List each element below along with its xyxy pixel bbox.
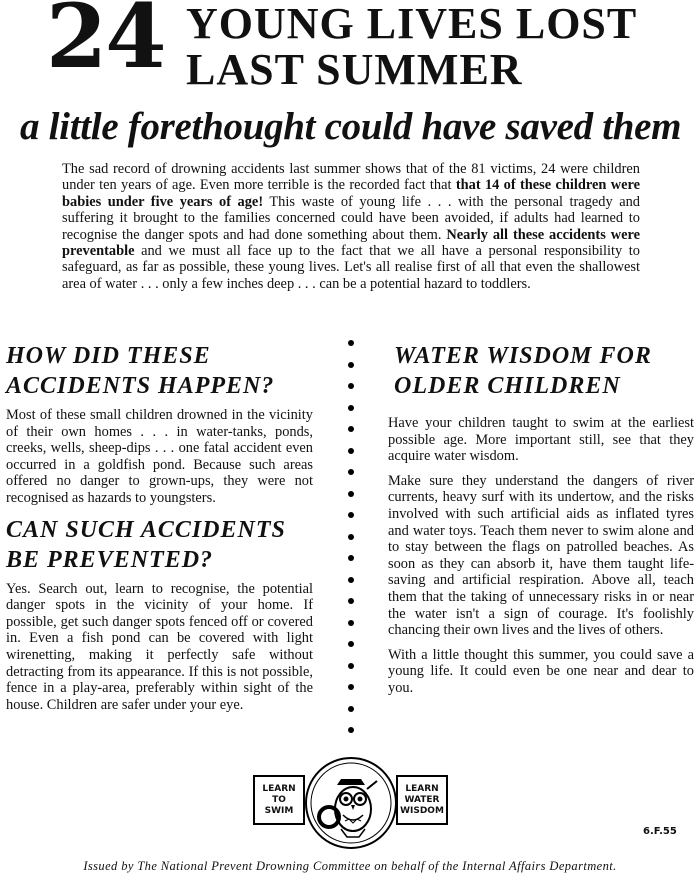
- divider-dot: [348, 448, 354, 454]
- intro-bold-2: Nearly all these accidents were preventable: [62, 226, 640, 260]
- section-title-prevent: [6, 515, 313, 575]
- divider-dot: [348, 620, 354, 626]
- learn-to-swim-box: [253, 775, 305, 825]
- section-title-wisdom-line-2: OLDER CHILDREN: [394, 373, 621, 399]
- footer-credit: Issued by The National Prevent Drowning Committee on behalf of the Internal Affairs Department.: [83, 859, 617, 873]
- section-body-how: Most of these small children drowned in the vicinity of their own homes . . . in water-tanks, ponds, creeks, wells, sheep-dips . . . one fatal accident even occurred in a goldfish pond. Because such areas offered no danger to grown-ups, they were not recognised as hazards to youngsters.: [6, 407, 313, 506]
- section-title-wisdom-line-1: WATER WISDOM FOR: [394, 343, 652, 369]
- learn-water-wisdom-box: [396, 775, 448, 825]
- divider-dot: [348, 577, 354, 583]
- headline-line-2: LAST SUMMER: [186, 45, 523, 94]
- headline-number: 24: [46, 0, 165, 88]
- intro-text-1: The sad record of drowning accidents last summer shows that of the 81 victims, 24 were children under ten years of age. Even more terrible is the recorded fact that: [62, 161, 640, 194]
- divider-dot: [348, 340, 354, 346]
- learn-water-wisdom-line-2: WATER: [404, 794, 440, 805]
- divider-dot: [348, 727, 354, 733]
- learn-water-wisdom-line-3: WISDOM: [400, 805, 444, 816]
- learn-to-swim-line-1: LEARN: [262, 783, 296, 794]
- section-title-wisdom: [394, 341, 694, 401]
- divider-dot: [348, 469, 354, 475]
- divider-dot: [348, 706, 354, 712]
- left-column: [6, 341, 313, 721]
- divider-dot: [348, 512, 354, 518]
- divider-dot: [348, 641, 354, 647]
- divider-dot: [348, 598, 354, 604]
- headline-line-1: YOUNG LIVES LOST: [186, 0, 638, 48]
- divider-dot: [348, 684, 354, 690]
- intro-text-2: This waste of young life . . . with the personal tragedy and suffering it brought to the families concerned could have been avoided, if adults had learned to recognise the danger spots and had done something about them.: [62, 193, 640, 243]
- intro-paragraph: [62, 161, 640, 292]
- section-title-prevent-line-2: BE PREVENTED?: [6, 546, 214, 573]
- divider-dot: [348, 405, 354, 411]
- wisdom-para-3: With a little thought this summer, you could save a young life. It could even be one near and dear to you.: [388, 646, 694, 696]
- learn-to-swim-line-2: TO: [272, 794, 286, 805]
- learn-water-wisdom-line-1: LEARN: [405, 783, 439, 794]
- owl-with-life-ring-icon: [305, 757, 397, 849]
- intro-bold-1: that 14 of these children were babies under five years of age!: [62, 177, 641, 210]
- subheadline: a little forethought could have saved them: [20, 105, 682, 148]
- divider-dot: [348, 426, 354, 432]
- reference-code: 6.F.55: [643, 826, 677, 837]
- section-title-how: [6, 341, 313, 401]
- section-title-how-line-2: ACCIDENTS HAPPEN?: [6, 373, 275, 399]
- section-title-how-line-1: HOW DID THESE: [6, 343, 211, 369]
- section-title-prevent-line-1: CAN SUCH ACCIDENTS: [6, 516, 286, 543]
- wisdom-para-1: Have your children taught to swim at the earliest possible age. More important still, see that they acquire water wisdom.: [388, 415, 694, 465]
- divider-dot: [348, 534, 354, 540]
- campaign-logo: [253, 755, 448, 855]
- column-divider-dots: [348, 340, 356, 750]
- section-body-prevent: Yes. Search out, learn to recognise, the potential danger spots in the vicinity of your home. If possible, get such danger spots fenced off or covered in. Even a fish pond can be covered with light wirenetting, making it perfectly safe without detracting from its appearance. If this is not possible, fence in a play-area, preferably within sight of the house. Children are safer under your eye.: [6, 580, 313, 713]
- divider-dot: [348, 555, 354, 561]
- learn-to-swim-line-3: SWIM: [264, 805, 294, 816]
- divider-dot: [348, 383, 354, 389]
- intro-text-3: and we must all face up to the fact that we all have a personal responsibility to safeguard, as far as possible, these young lives. Let's all realise first of all that even the shallowest area of water . . . only a few inches deep . . . can be a potential hazard to toddlers.: [62, 243, 640, 292]
- divider-dot: [348, 491, 354, 497]
- divider-dot: [348, 663, 354, 669]
- right-column: [388, 341, 694, 705]
- wisdom-para-2: Make sure they understand the dangers of river currents, heavy surf with its undertow, and the risks involved with such artificial aids as inflated tyres and water toys. Teach them never to swim alone and to stay between the flags on patrolled beaches. As soon as they can absorb it, have them taught life-saving and artificial respiration. Above all, teach them that the taking of unnecessary risks in or near the water isn't a sign of courage. It's foolishly chancing their own lives and the lives of others.: [388, 472, 694, 639]
- divider-dot: [348, 362, 354, 368]
